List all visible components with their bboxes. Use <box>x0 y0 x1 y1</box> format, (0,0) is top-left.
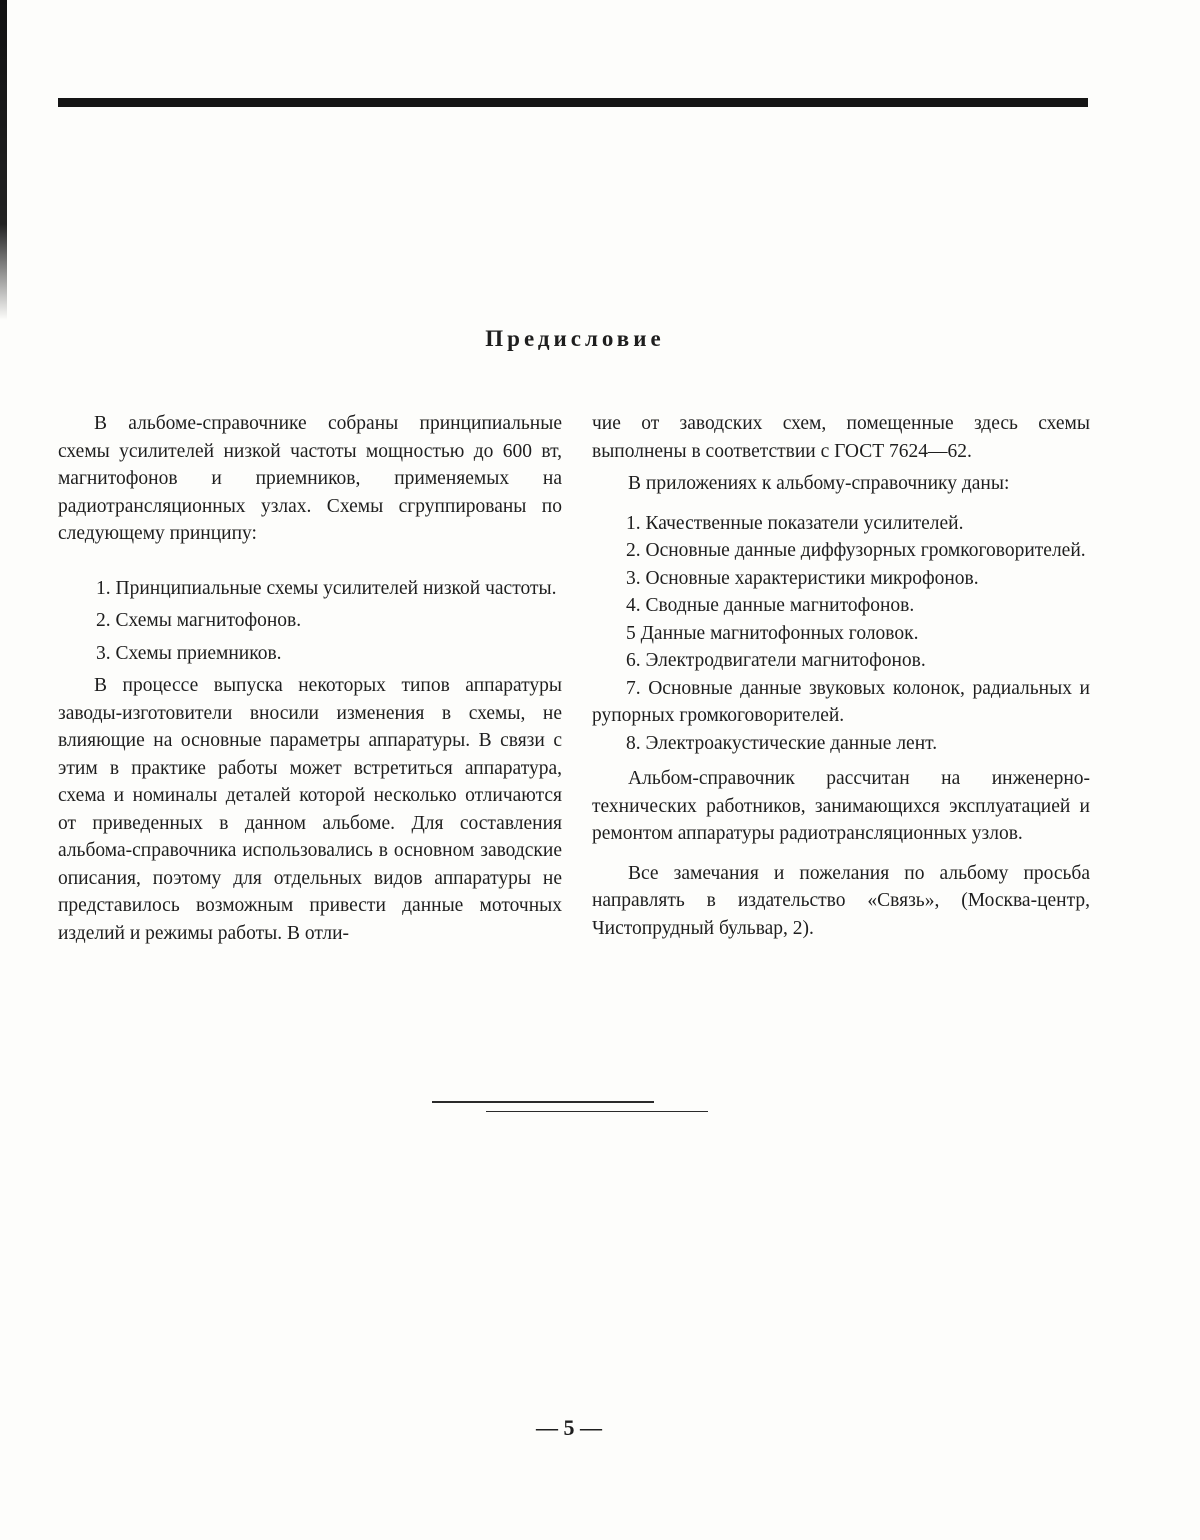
top-rule <box>58 98 1088 107</box>
continuation-paragraph: чие от заводских схем, помещенные здесь схемы выполнены в соответствии с ГОСТ 7624—62. <box>592 413 1090 462</box>
audience-paragraph: Альбом-справочник рассчитан на инженерно-технических работников, занимающихся эксплуатацией и ремонтом аппаратуры радиотрансляционных узлов. <box>592 768 1090 844</box>
appendix-item-8: 8. Электроакустические данные лент. <box>626 732 938 754</box>
group-item-2: 2. Схемы магнитофонов. <box>96 610 302 631</box>
group-item-3: 3. Схемы приемников. <box>96 642 282 664</box>
page-number: — 5 — <box>536 1415 602 1440</box>
appendix-item-1: 1. Качественные показатели усилителей. <box>626 512 964 534</box>
appendix-intro: В приложениях к альбому-справочнику даны: <box>628 473 1010 494</box>
appendix-item-7: 7. Основные данные звуковых колонок, радиальных и рупорных громкоговорителей. <box>592 677 1090 726</box>
page-title: Предисловие <box>485 326 665 351</box>
contact-paragraph: Все замечания и пожелания по альбому просьба направлять в издательство «Связь», (Москва-центр, Чистопрудный бульвар, 2). <box>592 862 1090 939</box>
closing-rule-lower <box>486 1111 708 1112</box>
appendix-item-5: 5 Данные магнитофонных головок. <box>626 622 919 644</box>
right-column <box>592 410 1090 942</box>
group-item-1: 1. Принципиальные схемы усилителей низкой частоты. <box>96 577 557 599</box>
appendix-item-2: 2. Основные данные диффузорных громкоговорителей. <box>626 540 1086 561</box>
appendix-item-3: 3. Основные характеристики микрофонов. <box>626 567 979 589</box>
left-column <box>58 410 562 947</box>
appendix-item-6: 6. Электродвигатели магнитофонов. <box>626 650 926 671</box>
intro-paragraph: В альбоме-справочнике собраны принципиальные схемы усилителей низкой частоты мощностью до 600 вт, магнитофонов и приемников, применяемых на радиотрансляционных узлах. Схемы сгруппированы по следующему принципу: <box>58 413 562 544</box>
scan-edge-mark <box>0 0 7 320</box>
body-paragraph: В процессе выпуска некоторых типов аппаратуры заводы-изготовители вносили изменения в схемы, не влияющие на основные параметры аппаратуры. В связи с этим в практике работы может встретиться аппаратура, схема и номиналы деталей которой несколько отличаются от приведенных в данном альбоме. Для составления альбома-справочника использовались в основном заводские описания, поэтому для отдельных видов аппаратуры не представилось возможным привести данные моточных изделий и режимы работы. В отли- <box>58 675 562 944</box>
appendix-item-4: 4. Сводные данные магнитофонов. <box>626 595 915 616</box>
closing-rule-upper <box>432 1101 654 1103</box>
